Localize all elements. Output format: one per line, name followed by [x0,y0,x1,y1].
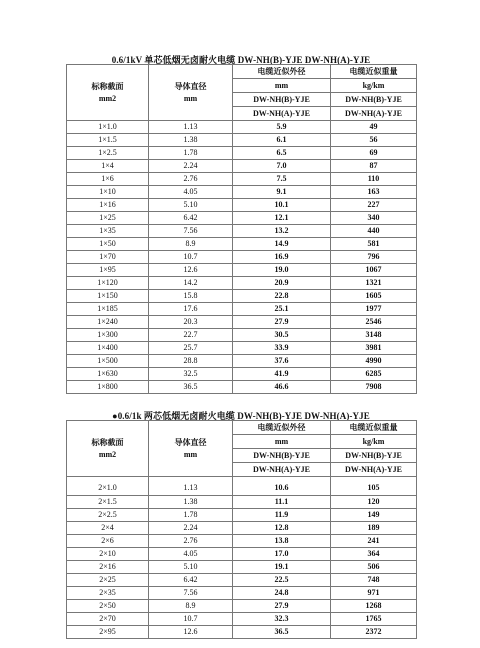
cell-weight: 149 [331,509,417,522]
cell-outer-diameter: 12.8 [233,522,331,535]
cell-conductor-diameter: 1.38 [149,134,233,147]
cell-outer-diameter: 22.8 [233,290,331,303]
cell-outer-diameter: 46.6 [233,381,331,394]
cell-conductor-diameter: 4.05 [149,548,233,561]
table-row [67,316,417,329]
cell-weight: 1605 [331,290,417,303]
cell-outer-diameter: 30.5 [233,329,331,342]
cell-conductor-diameter: 25.7 [149,342,233,355]
cell-cross-section: 1×630 [67,368,149,381]
t2-header-conductor: 导体直径 [149,421,233,449]
cell-outer-diameter: 32.3 [233,613,331,626]
cell-outer-diameter: 7.5 [233,173,331,186]
t2-header-weight-unit: kg/km [331,435,417,449]
table-row [67,277,417,290]
table-row [67,522,417,535]
cell-outer-diameter: 10.6 [233,477,331,496]
t1-header-od-model-a: DW-NH(A)-YJE [233,107,331,121]
t2-header-section-unit: mm2 [67,449,149,477]
cell-weight: 4990 [331,355,417,368]
t1-header-section: 标称截面 [67,65,149,93]
cell-conductor-diameter: 28.8 [149,355,233,368]
cell-outer-diameter: 7.0 [233,160,331,173]
cell-cross-section: 1×95 [67,264,149,277]
cell-weight: 2546 [331,316,417,329]
cell-weight: 227 [331,199,417,212]
cell-cross-section: 1×16 [67,199,149,212]
table-row [67,355,417,368]
cell-outer-diameter: 37.6 [233,355,331,368]
cell-conductor-diameter: 1.13 [149,121,233,134]
cell-outer-diameter: 13.2 [233,225,331,238]
table-row [67,264,417,277]
cell-outer-diameter: 27.9 [233,316,331,329]
cell-conductor-diameter: 1.78 [149,147,233,160]
table-row [67,587,417,600]
cell-outer-diameter: 27.9 [233,600,331,613]
t2-header-conductor-unit: mm [149,449,233,477]
cell-cross-section: 1×120 [67,277,149,290]
cell-cross-section: 2×95 [67,626,149,639]
cell-weight: 189 [331,522,417,535]
cell-outer-diameter: 9.1 [233,186,331,199]
table-row [67,574,417,587]
t1-header-od: 电缆近似外径 [233,65,331,79]
table-row [67,121,417,134]
cell-conductor-diameter: 36.5 [149,381,233,394]
t2-header-weight: 电缆近似重量 [331,421,417,435]
t2-header-od-model-b: DW-NH(B)-YJE [233,449,331,463]
table-row [67,251,417,264]
table-row [67,186,417,199]
cell-cross-section: 2×25 [67,574,149,587]
table-row [67,600,417,613]
table-row [67,147,417,160]
cell-cross-section: 2×10 [67,548,149,561]
table-row [67,342,417,355]
t2-header-od-model-a: DW-NH(A)-YJE [233,463,331,477]
cell-weight: 2372 [331,626,417,639]
cell-outer-diameter: 19.1 [233,561,331,574]
cell-conductor-diameter: 4.05 [149,186,233,199]
cell-cross-section: 1×70 [67,251,149,264]
t1-header-od-unit: mm [233,79,331,93]
cell-outer-diameter: 17.0 [233,548,331,561]
cell-weight: 87 [331,160,417,173]
cell-outer-diameter: 11.9 [233,509,331,522]
cell-cross-section: 1×2.5 [67,147,149,160]
table-row [67,509,417,522]
cell-conductor-diameter: 5.10 [149,561,233,574]
cell-cross-section: 1×1.0 [67,121,149,134]
table2-title: ●0.6/1k 两芯低烟无卤耐火电缆 DW-NH(B)-YJE DW-NH(A)-YJE [112,411,370,421]
cell-outer-diameter: 6.5 [233,147,331,160]
cell-cross-section: 2×1.5 [67,496,149,509]
cell-weight: 69 [331,147,417,160]
table-row [67,477,417,496]
cell-outer-diameter: 14.9 [233,238,331,251]
table-row [67,496,417,509]
cell-outer-diameter: 36.5 [233,626,331,639]
cell-weight: 1977 [331,303,417,316]
table-row [67,225,417,238]
cell-conductor-diameter: 1.78 [149,509,233,522]
table-row [67,561,417,574]
cell-conductor-diameter: 8.9 [149,600,233,613]
cell-weight: 1321 [331,277,417,290]
cell-outer-diameter: 6.1 [233,134,331,147]
cell-cross-section: 1×500 [67,355,149,368]
cell-cross-section: 2×1.0 [67,477,149,496]
cell-outer-diameter: 19.0 [233,264,331,277]
cell-weight: 163 [331,186,417,199]
cell-weight: 1765 [331,613,417,626]
table1-title: 0.6/1kV 单芯低烟无卤耐火电缆 DW-NH(B)-YJE DW-NH(A)-YJE [111,55,371,65]
cell-outer-diameter: 16.9 [233,251,331,264]
cell-cross-section: 1×35 [67,225,149,238]
cell-cross-section: 1×50 [67,238,149,251]
cell-cross-section: 1×185 [67,303,149,316]
table-row [67,160,417,173]
cell-weight: 3981 [331,342,417,355]
table-row [67,199,417,212]
cell-outer-diameter: 13.8 [233,535,331,548]
cell-conductor-diameter: 6.42 [149,574,233,587]
cell-weight: 364 [331,548,417,561]
t1-header-weight: 电缆近似重量 [331,65,417,79]
table-row [67,173,417,186]
cell-outer-diameter: 41.9 [233,368,331,381]
cell-weight: 110 [331,173,417,186]
cell-conductor-diameter: 2.24 [149,160,233,173]
t1-header-weight-model-a: DW-NH(A)-YJE [331,107,417,121]
cell-conductor-diameter: 1.13 [149,477,233,496]
cell-outer-diameter: 12.1 [233,212,331,225]
t1-header-od-model-b: DW-NH(B)-YJE [233,93,331,107]
cell-conductor-diameter: 10.7 [149,613,233,626]
cell-conductor-diameter: 7.56 [149,225,233,238]
cell-weight: 581 [331,238,417,251]
cell-conductor-diameter: 12.6 [149,264,233,277]
cell-weight: 340 [331,212,417,225]
cell-conductor-diameter: 1.38 [149,496,233,509]
cell-conductor-diameter: 14.2 [149,277,233,290]
cell-cross-section: 1×800 [67,381,149,394]
cell-conductor-diameter: 2.24 [149,522,233,535]
cell-cross-section: 2×50 [67,600,149,613]
t1-header-weight-model-b: DW-NH(B)-YJE [331,93,417,107]
cell-weight: 7908 [331,381,417,394]
cell-outer-diameter: 24.8 [233,587,331,600]
cell-outer-diameter: 5.9 [233,121,331,134]
cell-weight: 56 [331,134,417,147]
cell-conductor-diameter: 7.56 [149,587,233,600]
table-row [67,134,417,147]
t2-header-weight-model-b: DW-NH(B)-YJE [331,449,417,463]
cell-conductor-diameter: 17.6 [149,303,233,316]
cell-cross-section: 2×16 [67,561,149,574]
cell-cross-section: 1×10 [67,186,149,199]
table-row [67,329,417,342]
table-row [67,613,417,626]
cell-weight: 105 [331,477,417,496]
cell-outer-diameter: 20.9 [233,277,331,290]
table-row [67,303,417,316]
table1 [66,64,417,394]
table-row [67,626,417,639]
t2-header-section: 标称截面 [67,421,149,449]
cell-cross-section: 1×300 [67,329,149,342]
t1-header-conductor: 导体直径 [149,65,233,93]
cell-weight: 120 [331,496,417,509]
cell-conductor-diameter: 15.8 [149,290,233,303]
t2-header-od: 电缆近似外径 [233,421,331,435]
cell-conductor-diameter: 2.76 [149,173,233,186]
cell-cross-section: 2×4 [67,522,149,535]
cell-weight: 796 [331,251,417,264]
cell-outer-diameter: 10.1 [233,199,331,212]
cell-conductor-diameter: 12.6 [149,626,233,639]
cell-weight: 748 [331,574,417,587]
cell-weight: 3148 [331,329,417,342]
cell-cross-section: 1×400 [67,342,149,355]
t2-header-weight-model-a: DW-NH(A)-YJE [331,463,417,477]
table-row [67,381,417,394]
cell-weight: 440 [331,225,417,238]
cell-weight: 971 [331,587,417,600]
cell-cross-section: 1×150 [67,290,149,303]
table2 [66,420,417,639]
cell-cross-section: 2×2.5 [67,509,149,522]
cell-weight: 49 [331,121,417,134]
cell-conductor-diameter: 10.7 [149,251,233,264]
cell-cross-section: 2×6 [67,535,149,548]
cell-outer-diameter: 11.1 [233,496,331,509]
cell-outer-diameter: 25.1 [233,303,331,316]
cell-conductor-diameter: 2.76 [149,535,233,548]
cell-weight: 506 [331,561,417,574]
cell-weight: 241 [331,535,417,548]
cell-cross-section: 1×4 [67,160,149,173]
cell-cross-section: 2×35 [67,587,149,600]
cell-weight: 1067 [331,264,417,277]
t1-header-conductor-unit: mm [149,93,233,121]
cell-outer-diameter: 33.9 [233,342,331,355]
cell-conductor-diameter: 32.5 [149,368,233,381]
cell-cross-section: 1×240 [67,316,149,329]
table-row [67,290,417,303]
t1-header-weight-unit: kg/km [331,79,417,93]
cell-weight: 6285 [331,368,417,381]
cell-weight: 1268 [331,600,417,613]
table-row [67,368,417,381]
cell-cross-section: 1×25 [67,212,149,225]
t2-header-od-unit: mm [233,435,331,449]
table-row [67,548,417,561]
cell-conductor-diameter: 20.3 [149,316,233,329]
table-row [67,238,417,251]
cell-conductor-diameter: 8.9 [149,238,233,251]
table-row [67,535,417,548]
cell-conductor-diameter: 22.7 [149,329,233,342]
cell-conductor-diameter: 5.10 [149,199,233,212]
cell-cross-section: 1×6 [67,173,149,186]
cell-outer-diameter: 22.5 [233,574,331,587]
cell-cross-section: 1×1.5 [67,134,149,147]
cell-conductor-diameter: 6.42 [149,212,233,225]
t1-header-section-unit: mm2 [67,93,149,121]
cell-cross-section: 2×70 [67,613,149,626]
table-row [67,212,417,225]
